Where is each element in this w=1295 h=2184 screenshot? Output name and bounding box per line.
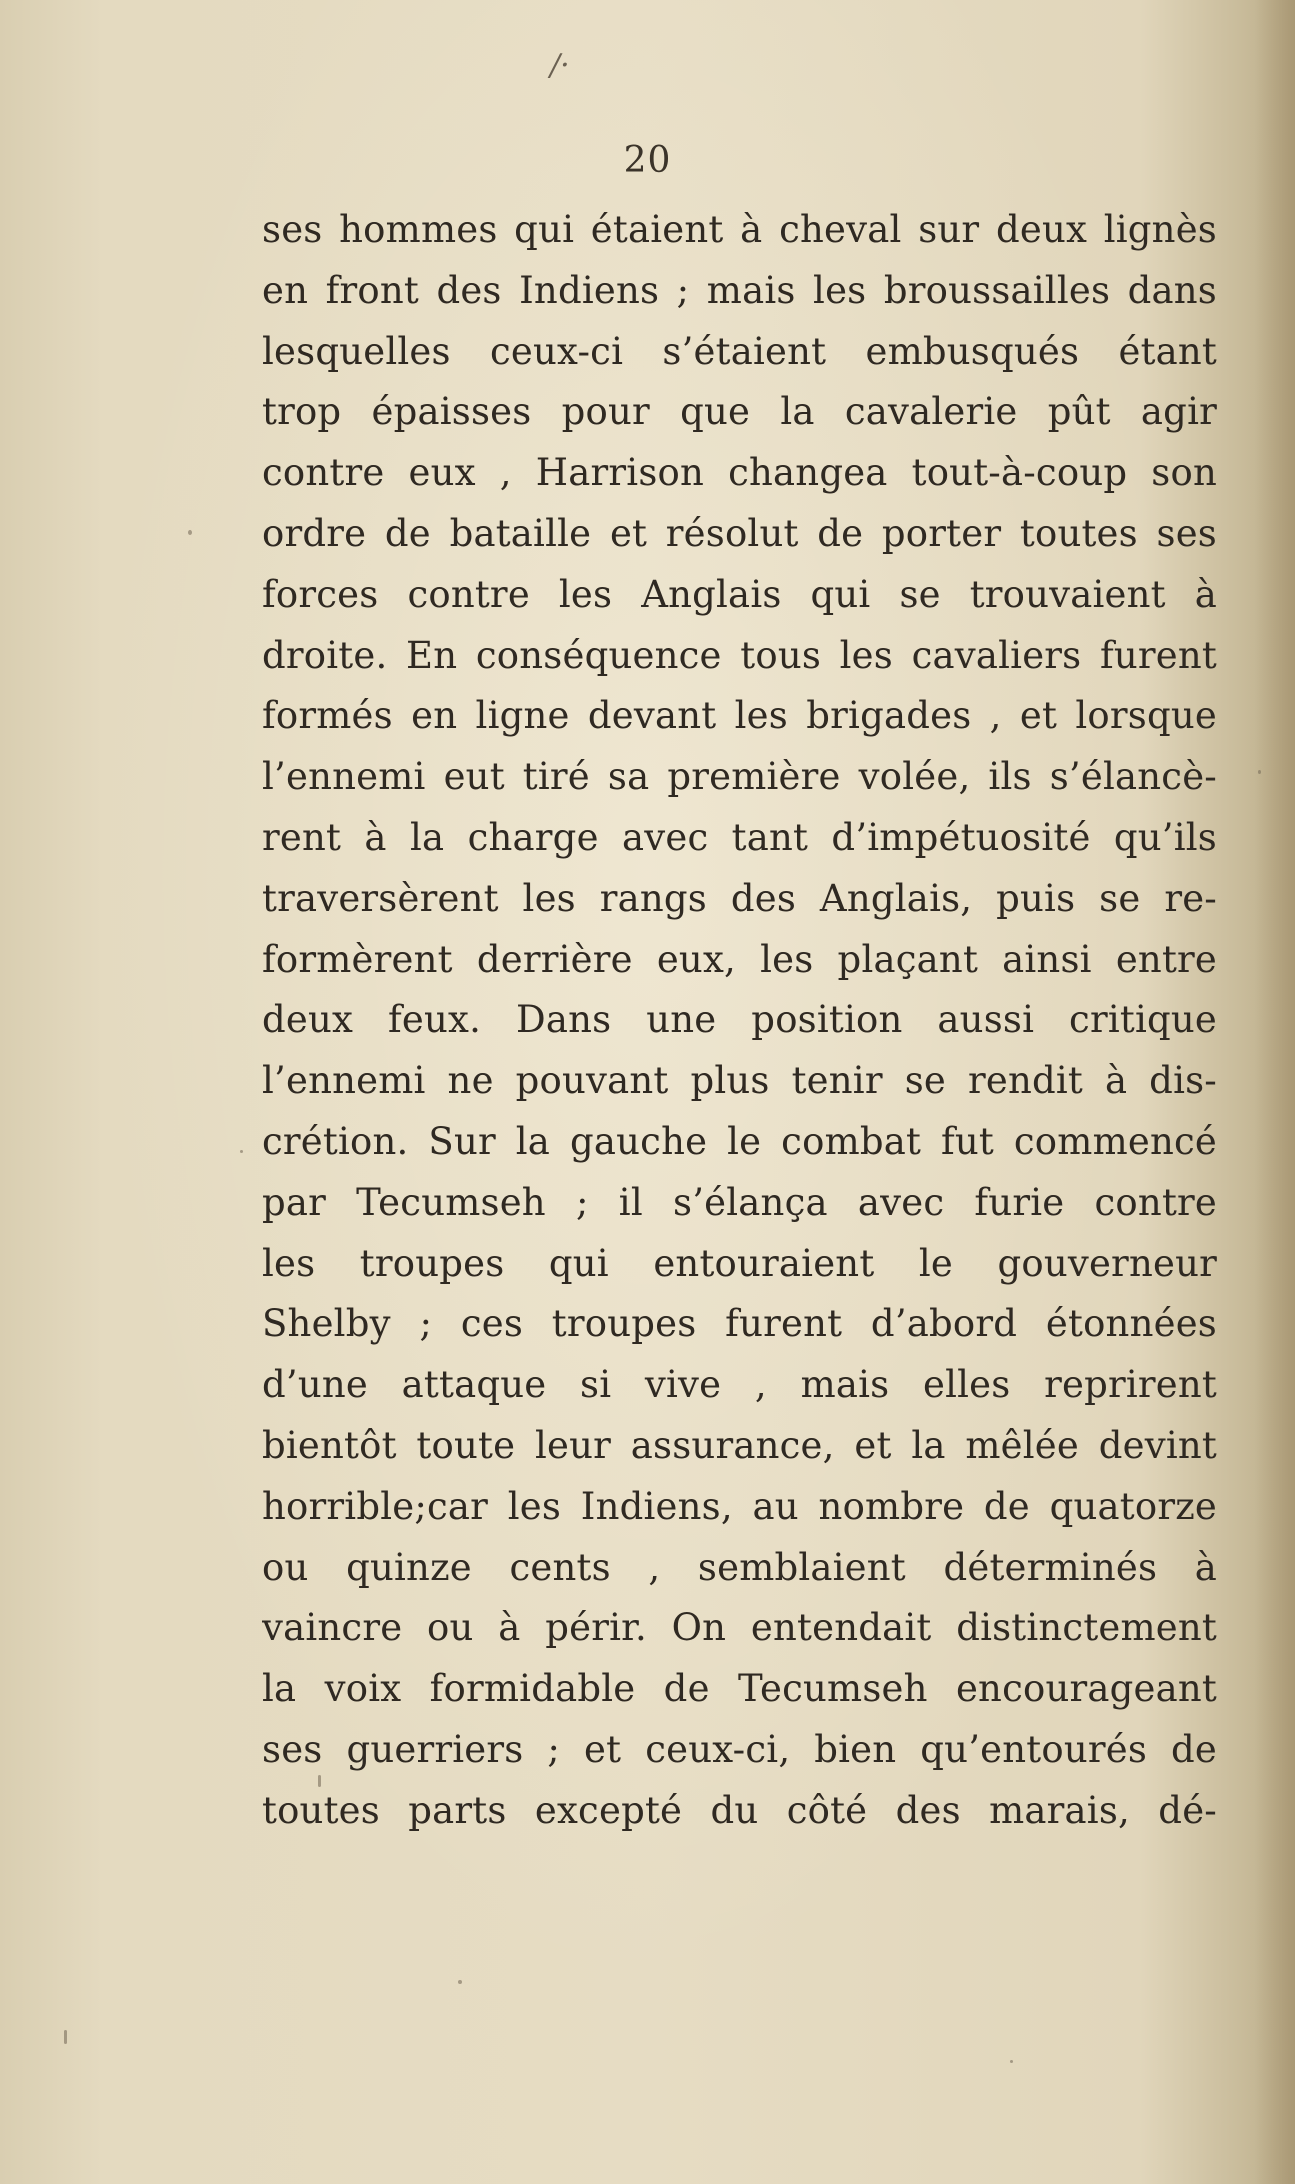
text-line: formèrent derrière eux, les plaçant ainsi entre [262, 937, 1217, 981]
paper-speck [1010, 2060, 1013, 2063]
paper-speck [188, 530, 192, 535]
text-line: formés en ligne devant les brigades , et lorsque [262, 694, 1217, 738]
text-line: crétion. Sur la gauche le combat fut commencé [262, 1119, 1217, 1163]
page-body-text [262, 200, 1217, 1842]
paper-speck [318, 1775, 321, 1787]
text-line: d’une attaque si vive , mais elles reprirent [262, 1363, 1217, 1407]
text-line: rent à la charge avec tant d’impétuosité qu’ils [262, 815, 1217, 859]
text-line: en front des Indiens ; mais les broussailles dans [262, 268, 1217, 312]
text-line: Shelby ; ces troupes furent d’abord étonnées [262, 1302, 1217, 1346]
text-line: trop épaisses pour que la cavalerie pût agir [262, 390, 1217, 434]
text-line: ses guerriers ; et ceux-ci, bien qu’entourés de [262, 1727, 1217, 1771]
page-edge-shadow [1255, 0, 1295, 2184]
text-line: vaincre ou à périr. On entendait distinctement [262, 1606, 1217, 1650]
text-line: traversèrent les rangs des Anglais, puis se re- [262, 876, 1217, 920]
text-line: l’ennemi eut tiré sa première volée, ils s’élancè- [262, 755, 1217, 799]
text-line: ordre de bataille et résolut de porter toutes ses [262, 511, 1217, 555]
text-line: ou quinze cents , semblaient déterminés à [262, 1545, 1217, 1589]
paper-speck [64, 2030, 67, 2044]
text-line: horrible;car les Indiens, au nombre de quatorze [262, 1484, 1217, 1528]
text-line: toutes parts excepté du côté des marais, dé- [262, 1788, 1217, 1832]
text-line: la voix formidable de Tecumseh encourageant [262, 1667, 1217, 1711]
paper-speck [1258, 770, 1261, 774]
text-line: forces contre les Anglais qui se trouvaient à [262, 572, 1217, 616]
text-line: ses hommes qui étaient à cheval sur deux lignès [262, 208, 1217, 251]
page-top-mark: /· [550, 48, 570, 83]
paper-speck [458, 1980, 462, 1984]
text-line: bientôt toute leur assurance, et la mêlée devint [262, 1423, 1217, 1467]
text-line: lesquelles ceux-ci s’étaient embusqués étant [262, 329, 1217, 373]
paper-speck [240, 1150, 243, 1153]
text-line: deux feux. Dans une position aussi critique [262, 998, 1217, 1042]
text-line: contre eux , Harrison changea tout-à-coup son [262, 451, 1217, 495]
page-number: 20 [623, 140, 672, 181]
text-line: par Tecumseh ; il s’élança avec furie contre [262, 1180, 1217, 1224]
text-line: l’ennemi ne pouvant plus tenir se rendit à dis- [262, 1059, 1217, 1103]
text-line: droite. En conséquence tous les cavaliers furent [262, 633, 1217, 677]
text-line: les troupes qui entouraient le gouverneur [262, 1241, 1217, 1285]
